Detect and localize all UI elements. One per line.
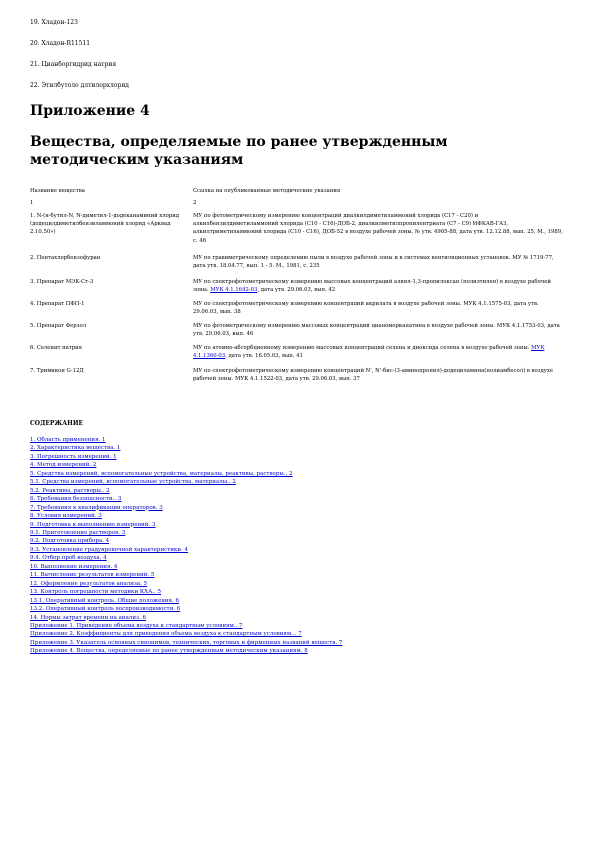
list-item: 21. Цианборгидрид натрия [30, 61, 117, 68]
reference-text: МУ по атомно-абсорбционному измерению массовых концентраций селена и диоксида селена в воздухе рабочей зоны. [193, 345, 532, 351]
toc-link[interactable]: 7. Требования к квалификации операторов. 3 [30, 504, 163, 511]
toc-heading: СОДЕРЖАНИЕ [30, 420, 84, 427]
list-item: 20. Хладон-R11511 [30, 40, 91, 47]
toc-link[interactable]: Приложение 1. Приведение объема воздуха к стандартным условиям.. 7 [30, 622, 243, 629]
toc-link[interactable]: 2. Характеристика вещества. 1 [30, 445, 121, 452]
toc-link[interactable]: 8. Условия измерений. 3 [30, 513, 102, 520]
toc-link[interactable]: 13.2. Оперативный контроль воспроизводимости. 6 [30, 606, 181, 613]
substance-name: 7. Тримикон G-12Д [30, 368, 84, 374]
column-number: 1 [30, 200, 34, 206]
reference-text: МУ по спектрофотометрическому измерению массовых концентраций алкил-1,3-пропилоксан (полиэтилен) в воздухе рабочей зоны. [193, 279, 551, 294]
reference-text: МУ по фотометрическому измерению концентраций диалкилдиметиламмоний хлорида (С17 - С20) и алкилбензилдиметиламмоний хлорида (С10 - С16)-ДОБ-2, диалкилметилпропилентриата (С7 - С9) ИФКАВ-ГАЗ, алкилтриметиламмоний хлорида (С10 - С16), ДОБ-52 в воздухе рабочей зоны. № утв. 4905-88, дата утв. 12.12.88, вып. 25, М., 1989, с. 46 [193, 213, 563, 244]
reference-cell [193, 300, 565, 316]
reference-cell [193, 344, 565, 360]
substance-name: 2. Пентахлорбензофуран [30, 255, 101, 261]
substance-name: 6. Селенит натрия [30, 345, 82, 351]
toc-link[interactable]: 5. Средства измерений, вспомогательные устройства, материалы, реактивы, растворы.. 2 [30, 470, 293, 477]
table-of-contents [30, 436, 570, 656]
table-header: Название вещества [30, 188, 85, 194]
toc-link[interactable]: 1. Область применения. 1 [30, 437, 106, 443]
reference-link[interactable]: МУК 4.1.1360-03 [193, 345, 545, 360]
toc-link[interactable]: 13.1. Оперативный контроль. Общие положения. 6 [30, 597, 180, 604]
toc-link[interactable]: 9.4. Отбор проб воздуха. 4 [30, 555, 107, 562]
list-item: 22. Этилбутоло длтилорхлорид [30, 82, 130, 89]
reference-text: МУ по фотометрическому измерению массовых концентраций цианомеркапатина в воздухе рабочей зоны. МУК 4.1.1753-03, дата утв. 29.06.03, вып. 46 [193, 323, 560, 338]
substance-name: 4. Препарат ПФП-1 [30, 301, 85, 307]
reference-cell [193, 212, 565, 245]
reference-text: МУ по гравиметрическому определению пыли в воздухе рабочей зоны и в системах вентиляционных установок. МУ № 1719-77, дата утв. 18.04.77, вып. 1 - 5. М., 1981, с. 235 [193, 255, 554, 270]
table-header: Ссылка на опубликованные методические указания [193, 188, 341, 194]
toc-link[interactable]: 9. Подготовка к выполнению измерений. 3 [30, 521, 156, 528]
toc-link[interactable]: 3. Погрешность измерений. 1 [30, 453, 117, 460]
reference-cell [193, 254, 565, 270]
toc-link[interactable]: 14. Нормы затрат времени на анализ. 6 [30, 614, 146, 621]
toc-link[interactable]: 9.2. Подготовка прибора. 4 [30, 538, 110, 545]
appendix-title: Приложение 4 [30, 103, 150, 119]
toc-link[interactable]: 6. Требования безопасности.. 3 [30, 496, 122, 503]
column-number: 2 [193, 200, 197, 206]
reference-cell [193, 278, 565, 294]
toc-link[interactable]: 9.1. Приготовление растворов. 3 [30, 529, 126, 536]
toc-link[interactable]: Приложение 4. Вещества, определяемые по ранее утвержденным методическим указаниям. 8 [30, 648, 308, 655]
substance-name: 3. Препарат МЭК-Ст-3 [30, 279, 94, 285]
toc-link[interactable]: 5.2. Реактивы, растворы.. 2 [30, 487, 110, 494]
reference-cell [193, 322, 565, 338]
reference-text: , дата утв. 29.06.03, вып. 42 [257, 287, 336, 294]
reference-cell [193, 367, 565, 383]
toc-link[interactable]: 13. Контроль погрешности методики КХА.. 5 [30, 589, 161, 596]
list-item: 19. Хладон-123 [30, 19, 78, 26]
toc-link[interactable]: Приложение 3. Указатель основных синонимов, технических, торговых и фирменных названий веществ. 7 [30, 639, 343, 646]
toc-link[interactable]: 12. Оформление результатов анализа. 5 [30, 580, 148, 587]
substance-name: 1. N-(н-бутил-N, N-диметил-1-додеканаминий хлорид (додецилдиметилбензиламмоний хлорид «Арквад 2.10.50») [30, 213, 180, 236]
toc-link[interactable]: Приложение 2. Коэффициенты для приведения объема воздуха к стандартным условиям... 7 [30, 631, 302, 638]
page-title: Вещества, определяемые по ранее утвержденным методическим указаниям [30, 134, 448, 168]
reference-text: МУ по спектрофотометрическому измерению концентраций N', N'-бис-(3-аминопропил)-додециламина(полиамбесол) в воздухе рабочей зоны. МУК 4.1.1522-03, дата утв. 29.06.03, вып. 37 [193, 368, 554, 383]
reference-link[interactable]: МУК 4.1.1642-03 [210, 287, 258, 294]
toc-link[interactable]: 10. Выполнение измерения. 4 [30, 563, 118, 570]
toc-link[interactable]: 11. Вычисление результатов измерений. 5 [30, 572, 155, 579]
toc-link[interactable]: 9.3. Установление градуировочной характеристики. 4 [30, 546, 189, 553]
substance-name: 5. Препарат Ферзол [30, 323, 87, 329]
toc-link[interactable]: 4. Метод измерений. 2 [30, 462, 97, 469]
reference-text: , дата утв. 16.05.03, вып. 41 [225, 353, 303, 360]
toc-link[interactable]: 5.1. Средства измерений, вспомогательные устройства, материалы.. 2 [30, 479, 236, 486]
reference-text: МУ по спектрофотометрическому измерению концентраций акрилата в воздухе рабочей зоны. МУК 4.1.1575-03, дата утв. 29.06.03, вып. 38 [193, 301, 539, 316]
